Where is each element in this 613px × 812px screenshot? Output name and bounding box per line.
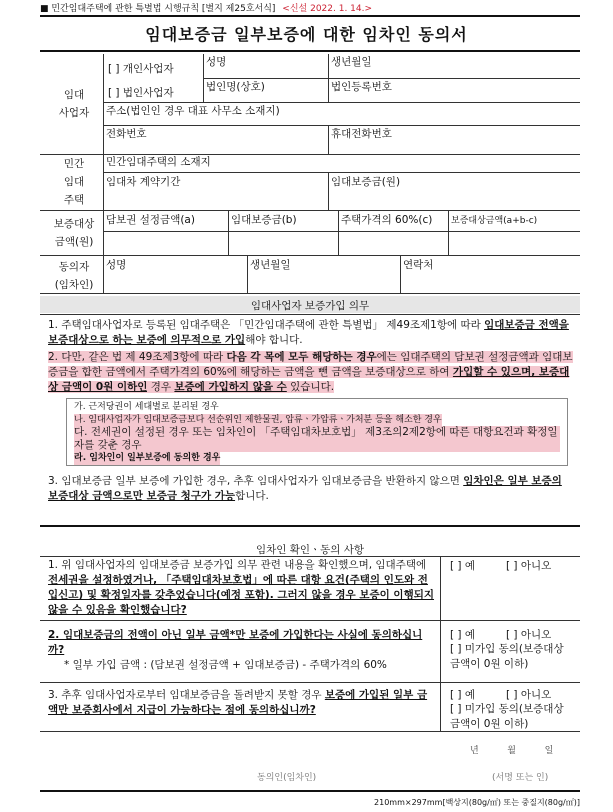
- form-reference-text: ■ 민간임대주택에 관한 특별법 시행규칙 [별지 제25호서식]: [40, 4, 276, 14]
- divider: [103, 102, 580, 103]
- landlord-birth-field[interactable]: 생년월일: [331, 56, 372, 68]
- divider: [40, 682, 580, 683]
- divider: [40, 255, 580, 256]
- duty-p2-mid: 경우: [147, 381, 175, 393]
- divider: [103, 125, 580, 126]
- duty-paragraph-3: [48, 474, 573, 504]
- divider: [40, 210, 580, 211]
- top-border: [40, 15, 580, 17]
- divider: [40, 556, 580, 557]
- q2-not-joined-checkbox[interactable]: [ ] 미가입 동의(보증대상 금액이 0원 이하): [450, 643, 564, 670]
- revision-date: <신설 2022. 1. 14.>: [282, 4, 373, 14]
- confirm-q2-text: 2. 임대보증금의 전액이 아닌 일부 금액*만 보증에 가입한다는 사실에 동의하십니까?: [48, 629, 423, 656]
- housing-location-field[interactable]: 민간임대주택의 소재지: [106, 156, 211, 168]
- document-title: 임대보증금 일부보증에 대한 임차인 동의서: [145, 25, 468, 44]
- q2-yes-checkbox[interactable]: [ ] 예: [450, 629, 476, 641]
- bottom-border: [40, 790, 580, 792]
- confirm-question-1: [48, 558, 434, 618]
- divider: [40, 293, 580, 294]
- duty-p3-text: 3. 임대보증금 일부 보증에 가입한 경우, 추후 임대사업자가 임대보증금을 반환하지 않으면: [48, 475, 464, 487]
- collateral-amount-field[interactable]: 담보권 설정금액(a): [106, 214, 195, 226]
- q1-no-checkbox[interactable]: [ ] 아니오: [506, 560, 552, 572]
- housing-section-label: 민간 임대 주택: [63, 158, 85, 206]
- q3-yes-checkbox[interactable]: [ ] 예: [450, 689, 476, 701]
- q3-no-checkbox[interactable]: [ ] 아니오: [506, 689, 552, 701]
- divider: [40, 154, 580, 155]
- landlord-phone-field[interactable]: 전화번호: [106, 128, 147, 140]
- duty-paragraph-2: [48, 350, 573, 395]
- duty-p2-emphasis-2: 가입할 수 있으며, 보증대상 금액이 0원 이하인: [48, 366, 570, 393]
- guarantee-target-field[interactable]: 보증대상금액(a+b-c): [451, 216, 538, 226]
- duty-header: 임대사업자 보증가입 의무: [250, 300, 370, 312]
- date-line[interactable]: 년 월 일: [470, 746, 554, 756]
- duty-p2-text: 2. 다만, 같은 법 제 49조제3항에 따라: [48, 351, 227, 363]
- divider: [40, 620, 580, 621]
- section-border: [40, 525, 580, 527]
- divider: [328, 125, 329, 154]
- corporate-name-field[interactable]: 법인명(상호): [206, 81, 265, 93]
- duty-p1-tail: 해야 합니다.: [245, 334, 303, 346]
- landlord-name-field[interactable]: 성명: [206, 56, 227, 68]
- house-price-60-field[interactable]: 주택가격의 60%(c): [341, 214, 433, 226]
- individual-business-checkbox[interactable]: [ ] 개인사업자: [108, 63, 174, 75]
- duty-p2-emphasis: 다음 각 목에 모두 해당하는 경우: [226, 351, 377, 363]
- lease-period-field[interactable]: 임대차 계약기간: [106, 176, 181, 188]
- condition-da: 다. 전세권이 설정된 경우 또는 임차인이 「주택임대차보호법」 제3조의2제2항에 따른 대항요건과 확정일자를 갖춘 경우: [74, 426, 560, 452]
- confirm-q1-emphasis: 전세권을 설정하였거나, 「주택임대차보호법」에 따른 대항 요건(주택의 인도와 전입신고) 및 확정일자를 갖추었습니다(예정 포함). 그러지 않을 경우 보증이 이행되지 않을 수 있음을 확인했습니다?: [48, 574, 435, 616]
- divider: [448, 210, 449, 255]
- corporate-business-checkbox[interactable]: [ ] 법인사업자: [108, 87, 174, 99]
- divider: [338, 210, 339, 255]
- divider: [440, 556, 441, 731]
- duty-p2-tail: 있습니다.: [286, 381, 335, 393]
- signer-label: 동의인(임차인): [257, 773, 317, 783]
- corporate-reg-field[interactable]: 법인등록번호: [331, 81, 392, 93]
- divider: [40, 314, 580, 315]
- duty-p1-emphasis: 임대보증금 전액을 보증대상으로 하는 보증에 의무적으로 가입: [48, 319, 569, 346]
- landlord-section-label: 임대 사업자: [58, 89, 90, 119]
- confirm-question-3: [48, 688, 434, 718]
- q2-no-checkbox[interactable]: [ ] 아니오: [506, 629, 552, 641]
- confirm-header: 임차인 확인ㆍ동의 사항: [255, 544, 365, 556]
- deposit-field[interactable]: 임대보증금(원): [331, 176, 401, 188]
- divider: [328, 172, 329, 210]
- duty-paragraph-1: [48, 318, 573, 348]
- guarantee-section-label: 보증대상 금액(원): [53, 218, 95, 248]
- divider: [103, 231, 580, 232]
- condition-ga: 가. 근저당권이 세대별로 분리된 경우: [74, 402, 219, 412]
- duty-p2-emphasis-3: 보증에 가입하지 않을 수: [174, 381, 287, 393]
- confirm-q2-note: * 일부 가입 금액 : (담보권 설정금액 + 임대보증금) - 주택가격의 60%: [64, 659, 387, 671]
- divider: [247, 255, 248, 293]
- guarantee-deposit-field[interactable]: 임대보증금(b): [231, 214, 297, 226]
- divider: [103, 154, 104, 210]
- divider: [103, 172, 580, 173]
- condition-na: 나. 임대사업자가 임대보증금보다 선순위인 제한물권, 압류ㆍ가압류ㆍ가처분 등을 해소한 경우: [74, 415, 442, 425]
- duty-p1-text: 1. 주택임대사업자로 등록된 임대주택은 「민간임대주택에 관한 특별법」 제49조제1항에 따라: [48, 319, 485, 331]
- title-border: [40, 50, 580, 52]
- landlord-address-field[interactable]: 주소(법인인 경우 대표 사무소 소재지): [106, 105, 280, 117]
- signature-hint[interactable]: (서명 또는 인): [492, 773, 549, 783]
- confirm-q3-text: 3. 추후 임대사업자로부터 임대보증금을 돌려받지 못할 경우: [48, 689, 325, 701]
- tenant-contact-field[interactable]: 연락처: [403, 259, 434, 271]
- condition-ra: 라. 임차인이 일부보증에 동의한 경우: [74, 453, 221, 463]
- confirm-question-2: [48, 628, 434, 658]
- divider: [40, 731, 580, 732]
- q1-yes-checkbox[interactable]: [ ] 예: [450, 560, 476, 572]
- divider: [103, 255, 104, 293]
- confirm-q3-emphasis: 보증에 가입된 일부 금액만 보증회사에서 지급이 가능하다는 점에 동의하십니까?: [48, 689, 428, 716]
- divider: [203, 78, 580, 79]
- paper-spec: 210mm×297mm[백상지(80g/㎡) 또는 중질지(80g/㎡)]: [374, 798, 580, 807]
- divider: [103, 210, 104, 255]
- tenant-birth-field[interactable]: 생년월일: [250, 259, 291, 271]
- duty-p2-body: 에는 임대주택의 담보권 설정금액과 임대보증금을 합한 금액에서 주택가격의 60%에 해당하는 금액을 뺀 금액을 보증대상으로 하여: [48, 351, 573, 378]
- landlord-mobile-field[interactable]: 휴대전화번호: [331, 128, 392, 140]
- q3-not-joined-checkbox[interactable]: [ ] 미가입 동의(보증대상 금액이 0원 이하): [450, 703, 564, 730]
- divider: [228, 210, 229, 255]
- divider: [400, 255, 401, 293]
- tenant-section-label: 동의자 (임차인): [54, 261, 94, 291]
- duty-p3-emphasis: 임차인은 일부 보증의 보증대상 금액으로만 보증금 청구가 가능: [48, 475, 562, 502]
- confirm-q1-text: 1. 위 임대사업자의 임대보증금 보증가입 의무 관련 내용을 확인했으며, 임대주택에: [48, 559, 427, 571]
- divider: [103, 54, 104, 154]
- duty-p3-tail: 합니다.: [235, 490, 269, 502]
- tenant-name-field[interactable]: 성명: [106, 259, 127, 271]
